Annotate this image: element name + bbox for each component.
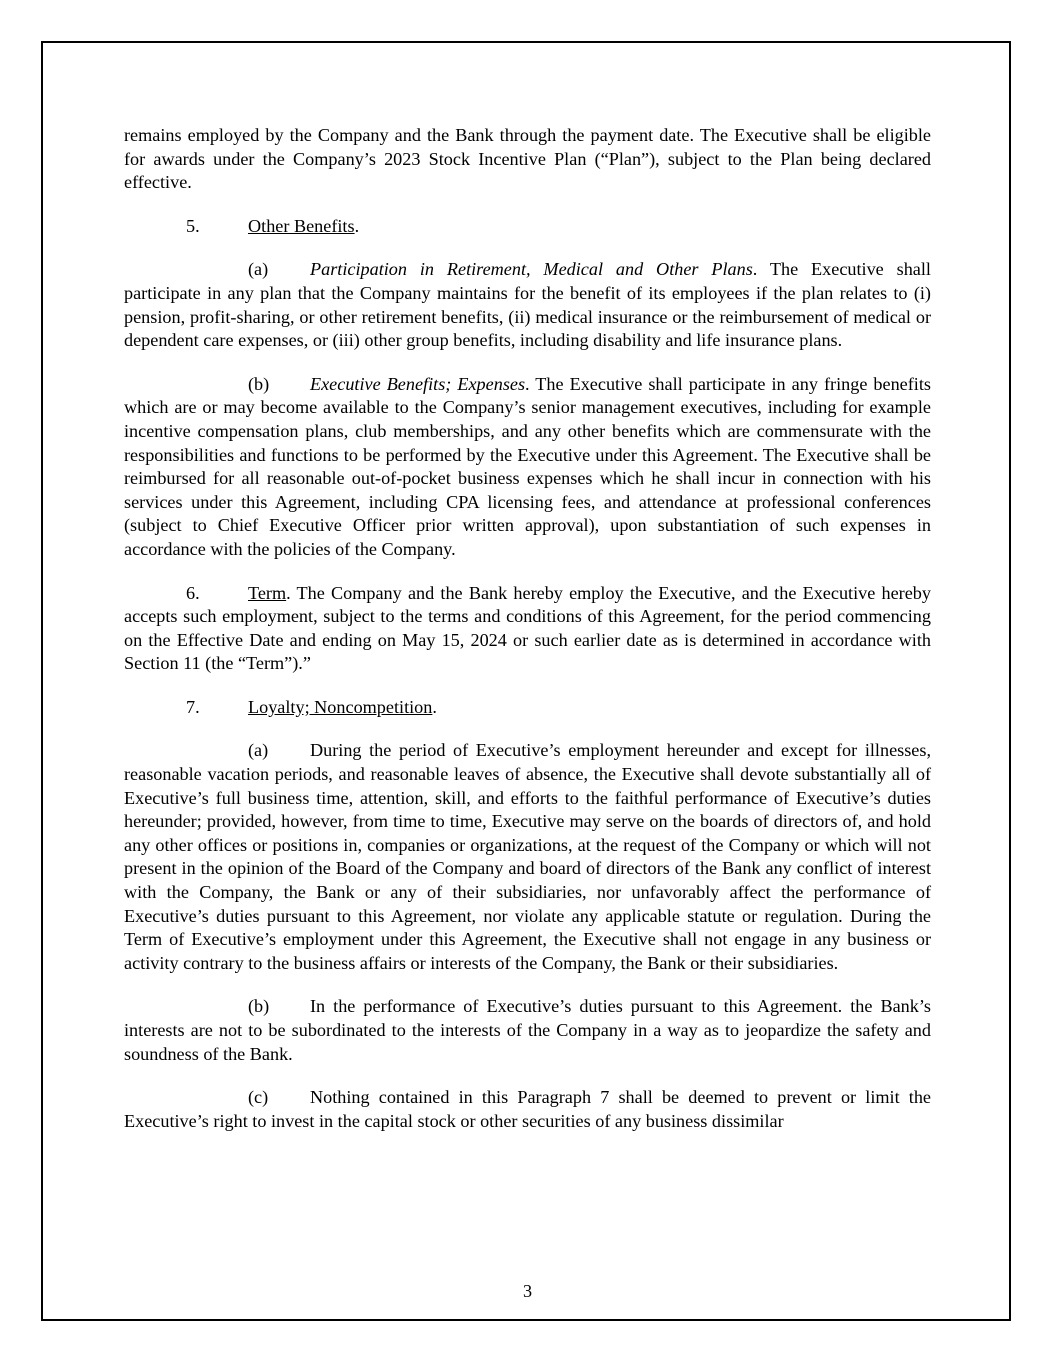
section-5-heading (124, 215, 931, 239)
section-number: 7. (186, 696, 200, 717)
section-6-paragraph (124, 582, 931, 676)
page-number: 3 (522, 1281, 533, 1301)
section-title-tail: . (432, 696, 437, 717)
section-7c-paragraph (124, 1086, 931, 1133)
subsection-text: During the period of Executive’s employment hereunder and except for illnesses, reasonable vacation periods, and reasonable leaves of absence, the Executive shall devote substantially all of Executive’s full business time, attention, skill, and efforts to the faithful performance of Executive’s duties hereunder; provided, however, from time to time, Executive may serve on the boards of directors of, and hold any other offices or positions in, companies or organizations, at the request of the Company or which will not present in the opinion of the Board of the Company and board of directors of the Bank any conflict of interest with the Company, the Bank or any of their subsidiaries, nor unfavorably affect the performance of Executive’s duties pursuant to this Agreement, nor violate any applicable statute or regulation. During the Term of Executive’s employment under this Agreement, the Executive shall not engage in any business or activity contrary to the business affairs or interests of the Company, the Bank or their subsidiaries. (124, 740, 931, 973)
section-number: 5. (186, 215, 200, 236)
document-body (124, 124, 931, 1133)
subsection-label: (b) (248, 996, 270, 1017)
subsection-title: Executive Benefits; Expenses (310, 373, 526, 394)
section-title-tail: . (354, 215, 360, 236)
subsection-text: In the performance of Executive’s duties pursuant to this Agreement. the Bank’s interests are not to be subordinated to the interests of the Company in a way as to jeopardize the safety and soundness of the Bank. (124, 996, 931, 1064)
subsection-title: Participation in Retirement, Medical and Other Plans (310, 259, 753, 280)
subsection-label: (c) (248, 1087, 269, 1108)
section-title: Term (248, 582, 287, 603)
section-5b-paragraph (124, 373, 931, 562)
subsection-label: (b) (248, 373, 270, 394)
section-7-heading (124, 696, 931, 720)
section-title: Loyalty; Noncompetition (248, 696, 433, 717)
section-7b-paragraph (124, 995, 931, 1066)
section-number: 6. (186, 582, 200, 603)
section-text: . The Company and the Bank hereby employ the Executive, and the Executive hereby accepts such employment, subject to the terms and conditions of this Agreement, for the period commencing on the Effective Date and ending on May 15, 2024 or such earlier date as is determined in accordance with Section 11 (the “Term”).” (124, 582, 931, 674)
subsection-text: . The Executive shall participate in any plan that the Company maintains for the benefit of its employees if the plan relates to (i) pension, profit-sharing, or other retirement benefits, (ii) medical insurance or the reimbursement of medical or dependent care expenses, or (iii) other group benefits, including disability and life insurance plans. (124, 259, 931, 351)
section-7a-paragraph (124, 739, 931, 975)
paragraph-continuation: remains employed by the Company and the Bank through the payment date. The Executive shall be eligible for awards under the Company’s 2023 Stock Incentive Plan (“Plan”), subject to the Plan being declared effective. (124, 125, 931, 193)
subsection-text: . The Executive shall participate in any fringe benefits which are or may become available to the Company’s senior management executives, including for example incentive compensation plans, club memberships, and any other benefits which are commensurate with the responsibilities and functions to be performed by the Executive under this Agreement. The Executive shall be reimbursed for all reasonable out-of-pocket business expenses which he shall incur in connection with his services under this Agreement, including CPA licensing fees, and attendance at professional conferences (subject to Chief Executive Officer prior written approval), upon substantiation of such expenses in accordance with the policies of the Company. (124, 373, 931, 559)
section-title: Other Benefits (248, 215, 355, 236)
section-5a-paragraph (124, 258, 931, 352)
subsection-label: (a) (248, 259, 269, 280)
subsection-label: (a) (248, 740, 269, 761)
subsection-text: Nothing contained in this Paragraph 7 shall be deemed to prevent or limit the Executive’s right to invest in the capital stock or other securities of any business dissimilar (124, 1087, 931, 1131)
